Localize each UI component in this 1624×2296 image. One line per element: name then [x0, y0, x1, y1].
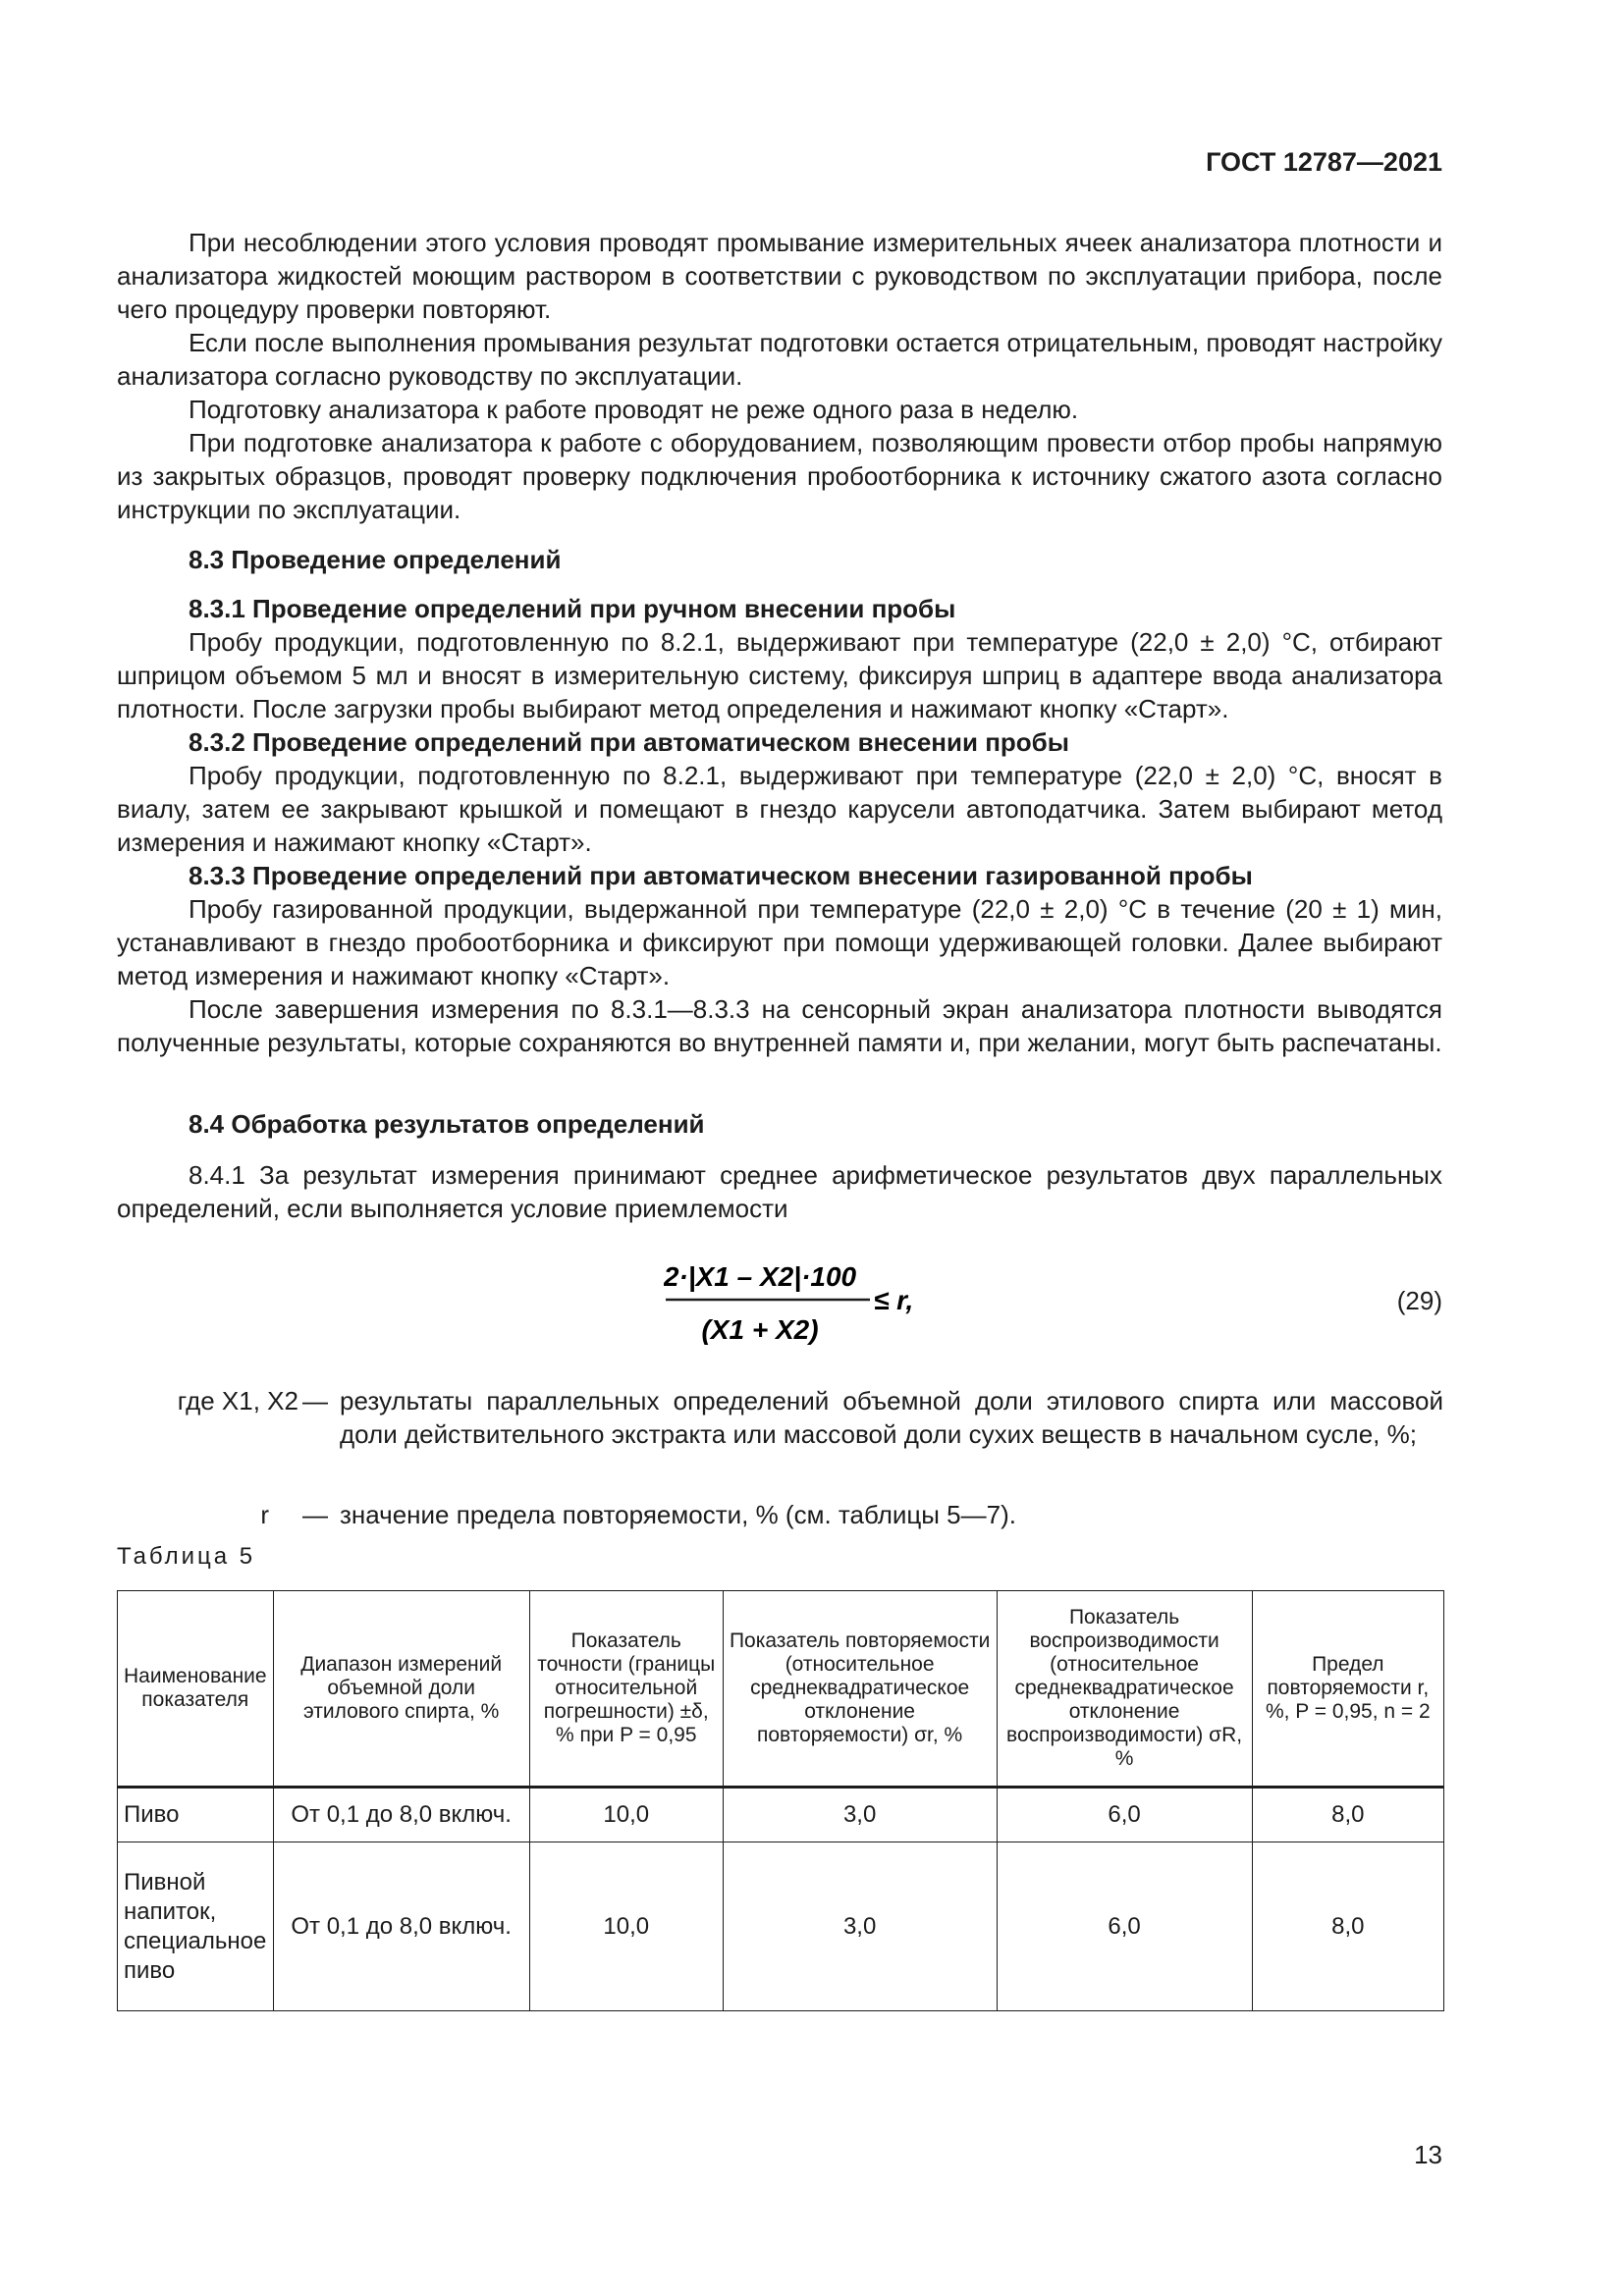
where-symbol: где X1, X2 [177, 1386, 298, 1415]
table-cell: 6,0 [997, 1788, 1252, 1842]
table-cell: 8,0 [1252, 1788, 1443, 1842]
where-dash: — [302, 1386, 328, 1415]
subsection-8-3-1-heading: 8.3.1 Проведение определений при ручном внесении пробы [189, 594, 956, 623]
column-header: Показатель воспроизводимости (относительное среднеквадратическое отклонение воспроизводимости) σR, % [997, 1591, 1252, 1788]
formula-relation: ≤ r, [874, 1285, 914, 1315]
equation-number: (29) [1396, 1286, 1442, 1315]
section-8-3-body [117, 592, 1442, 1059]
table-cell: 3,0 [723, 1788, 997, 1842]
column-header: Наименование показателя [118, 1591, 274, 1788]
paragraph: Подготовку анализатора к работе проводят не реже одного раза в неделю. [189, 395, 1079, 424]
subsection-8-3-3-heading: 8.3.3 Проведение определений при автоматическом внесении газированной пробы [189, 861, 1253, 890]
table-row [118, 1788, 1444, 1842]
section-8-3-heading: 8.3 Проведение определений [189, 545, 562, 574]
section-8-4-body [117, 1158, 1442, 1225]
where-definition: результаты параллельных определений объемной доли этилового спирта или массовой доли действительного экстракта или массовой доли сухих веществ в начальном сусле, %; [340, 1386, 1443, 1449]
data-table [117, 1590, 1444, 2011]
column-header: Показатель повторяемости (относительное среднеквадратическое отклонение повторяемости) σr, % [723, 1591, 997, 1788]
paragraph: Пробу газированной продукции, выдержанной при температуре (22,0 ± 2,0) °С в течение (20 ± 1) мин, устанавливают в гнездо пробоотборника и фиксируют при помощи удерживающей головки. Далее выбирают метод измерения и нажимают кнопку «Старт». [117, 894, 1442, 990]
formula-numerator: 2·|X1 – X2|·100 [664, 1261, 857, 1292]
table-cell: 10,0 [529, 1842, 723, 2011]
formula-denominator: (X1 + X2) [701, 1314, 819, 1345]
paragraph: Пробу продукции, подготовленную по 8.2.1, выдерживают при температуре (22,0 ± 2,0) °С, отбирают шприцом объемом 5 мл и вносят в измерительную систему, фиксируя шприц в адаптере ввода анализатора плотности. После загрузки пробы выбирают метод определения и нажимают кнопку «Старт». [117, 627, 1442, 723]
table-cell: От 0,1 до 8,0 включ. [273, 1842, 529, 2011]
intro-paragraphs [117, 226, 1442, 526]
page-number: 13 [1414, 2140, 1442, 2169]
paragraph: Пробу продукции, подготовленную по 8.2.1, выдерживают при температуре (22,0 ± 2,0) °С, вносят в виалу, затем ее закрывают крышкой и помещают в гнездо карусели автоподатчика. Затем выбирают метод измерения и нажимают кнопку «Старт». [117, 761, 1442, 857]
table-row [118, 1842, 1444, 2011]
table-cell: 10,0 [529, 1788, 723, 1842]
table-caption: Таблица 5 [117, 1543, 256, 1570]
table-cell: 8,0 [1252, 1842, 1443, 2011]
table-cell: От 0,1 до 8,0 включ. [273, 1788, 529, 1842]
table-cell: Пиво [118, 1788, 274, 1842]
table-cell: Пивной напиток, специальное пиво [118, 1842, 274, 2011]
subsection-8-3-2-heading: 8.3.2 Проведение определений при автоматическом внесении пробы [189, 727, 1069, 757]
acceptability-formula [664, 1249, 919, 1357]
column-header: Показатель точности (границы относительной погрешности) ±δ, % при P = 0,95 [529, 1591, 723, 1788]
table-cell: 3,0 [723, 1842, 997, 2011]
column-header: Предел повторяемости r, %, P = 0,95, n = 2 [1252, 1591, 1443, 1788]
table-cell: 6,0 [997, 1842, 1252, 2011]
standard-header: ГОСТ 12787—2021 [1206, 147, 1442, 177]
paragraph: При подготовке анализатора к работе с оборудованием, позволяющим провести отбор пробы напрямую из закрытых образцов, проводят проверку подключения пробоотборника к источнику сжатого азота согласно инструкции по эксплуатации. [117, 428, 1442, 524]
where-definition: значение предела повторяемости, % (см. таблицы 5—7). [340, 1500, 1016, 1529]
where-clause [0, 1384, 1624, 1529]
where-symbol: r [260, 1500, 269, 1529]
section-8-4-heading: 8.4 Обработка результатов определений [189, 1109, 705, 1139]
where-dash: — [302, 1500, 328, 1529]
paragraph: При несоблюдении этого условия проводят промывание измерительных ячеек анализатора плотности и анализатора жидкостей моющим раствором в соответствии с руководством по эксплуатации прибора, после чего процедуру проверки повторяют. [117, 228, 1442, 324]
paragraph: После завершения измерения по 8.3.1—8.3.3 на сенсорный экран анализатора плотности выводятся полученные результаты, которые сохраняются во внутренней памяти и, при желании, могут быть распечатаны. [117, 994, 1442, 1057]
column-header: Диапазон измерений объемной доли этилового спирта, % [273, 1591, 529, 1788]
paragraph: Если после выполнения промывания результат подготовки остается отрицательным, проводят настройку анализатора согласно руководству по эксплуатации. [117, 328, 1442, 391]
paragraph: 8.4.1 За результат измерения принимают среднее арифметическое результатов двух параллельных определений, если выполняется условие приемлемости [117, 1160, 1442, 1223]
